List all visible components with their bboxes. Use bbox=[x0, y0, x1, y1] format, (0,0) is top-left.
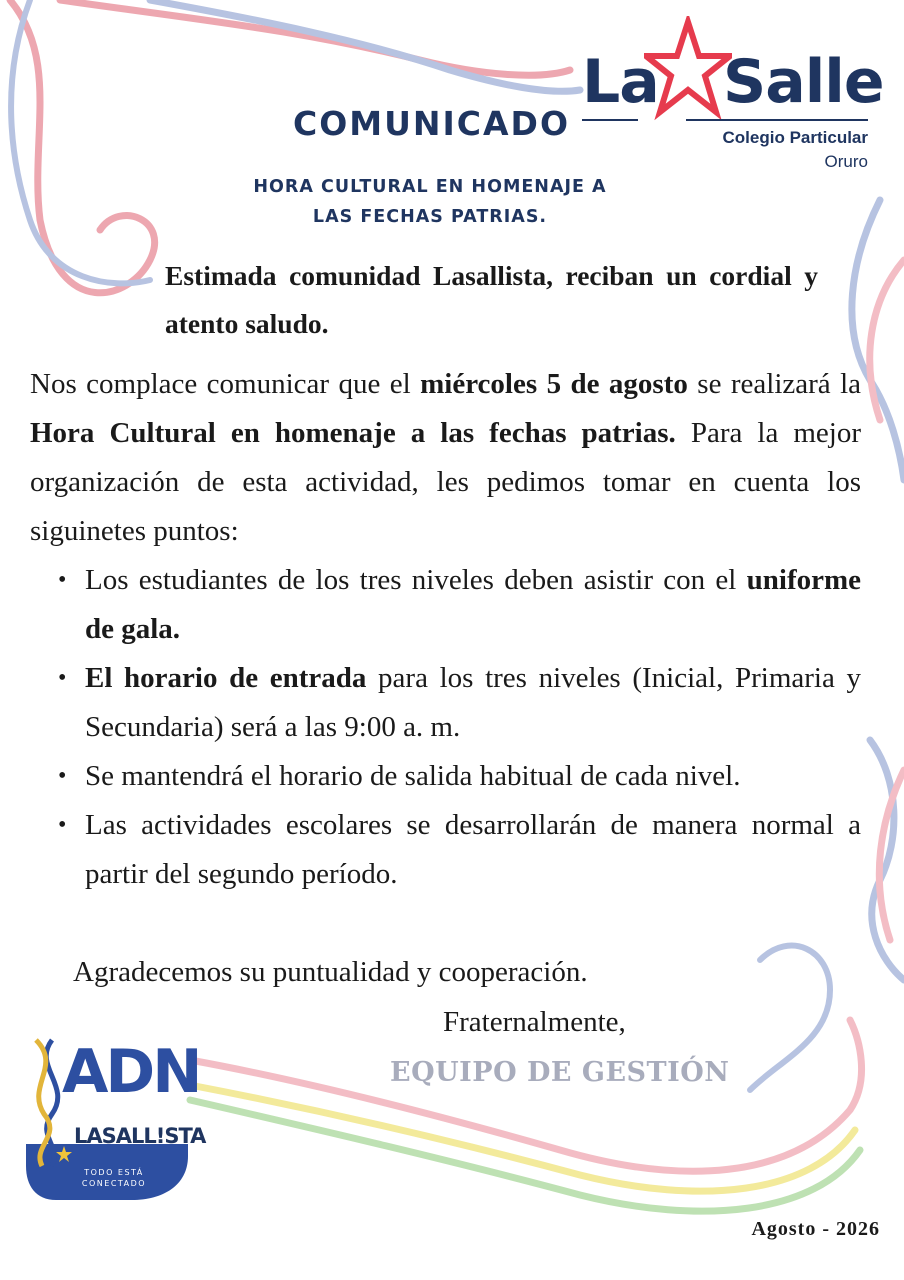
point-text: Los estudiantes de los tres niveles deben asistir con el bbox=[85, 564, 747, 596]
logo-city: Oruro bbox=[824, 152, 868, 171]
intro-date: miércoles 5 de agosto bbox=[420, 368, 688, 400]
intro-text-2: se realizará la bbox=[687, 368, 861, 400]
point-text: para los tres niveles (Inicial, Primaria y Secundaria) será a las 9:00 a. m. bbox=[85, 662, 861, 743]
point-text: Se mantendrá el horario de salida habitual de cada nivel. bbox=[85, 760, 741, 792]
intro-paragraph bbox=[30, 360, 861, 556]
intro-text-1: Nos complace comunicar que el bbox=[30, 368, 421, 400]
valediction: Fraternalmente, bbox=[443, 1006, 626, 1038]
badge-tagline-1: TODO ESTÁ bbox=[84, 1168, 144, 1177]
badge-name: LASALL!STA bbox=[74, 1124, 206, 1148]
greeting: Estimada comunidad Lasallista, reciban un cordial y atento saludo. bbox=[165, 260, 818, 339]
point-text: Las actividades escolares se desarrollarán de manera normal a partir del segundo período. bbox=[85, 809, 861, 890]
bullet-icon: • bbox=[58, 567, 67, 593]
logo-word-la: La bbox=[582, 47, 659, 117]
logo-divider-right bbox=[686, 119, 868, 121]
document-date: Agosto - 2026 bbox=[751, 1218, 880, 1240]
logo-word-salle: Salle bbox=[723, 47, 884, 117]
intro-event: Hora Cultural en homenaje a las fechas patrias. bbox=[30, 417, 676, 449]
bullet-icon: • bbox=[58, 665, 67, 691]
page-title: COMUNICADO bbox=[292, 104, 570, 143]
point-emphasis: uniforme de gala. bbox=[85, 564, 861, 645]
intro-text-3: Para la mejor organización de esta actividad, les pedimos tomar en cuenta los siguinetes puntos: bbox=[30, 417, 861, 547]
points-list bbox=[30, 556, 861, 899]
letter-body bbox=[30, 360, 861, 899]
subtitle-line-2: LAS FECHAS PATRIAS. bbox=[312, 207, 548, 227]
closing-line: Agradecemos su puntualidad y cooperación. bbox=[73, 956, 588, 988]
logo-school-type: Colegio Particular bbox=[722, 128, 868, 147]
badge-title: ADN bbox=[62, 1037, 200, 1107]
adn-lasallista-badge bbox=[22, 1036, 206, 1204]
logo-divider-left bbox=[582, 119, 638, 121]
bullet-icon: • bbox=[58, 763, 67, 789]
la-salle-logo bbox=[578, 12, 884, 182]
badge-tagline-2: CONECTADO bbox=[81, 1179, 147, 1188]
list-item bbox=[58, 801, 861, 899]
list-item bbox=[58, 752, 861, 801]
subtitle-line-1: HORA CULTURAL EN HOMENAJE A bbox=[253, 177, 607, 197]
signature: EQUIPO DE GESTIÓN bbox=[390, 1057, 730, 1088]
point-emphasis: El horario de entrada bbox=[85, 662, 367, 694]
list-item bbox=[58, 654, 861, 752]
bullet-icon: • bbox=[58, 812, 67, 838]
list-item bbox=[58, 556, 861, 654]
